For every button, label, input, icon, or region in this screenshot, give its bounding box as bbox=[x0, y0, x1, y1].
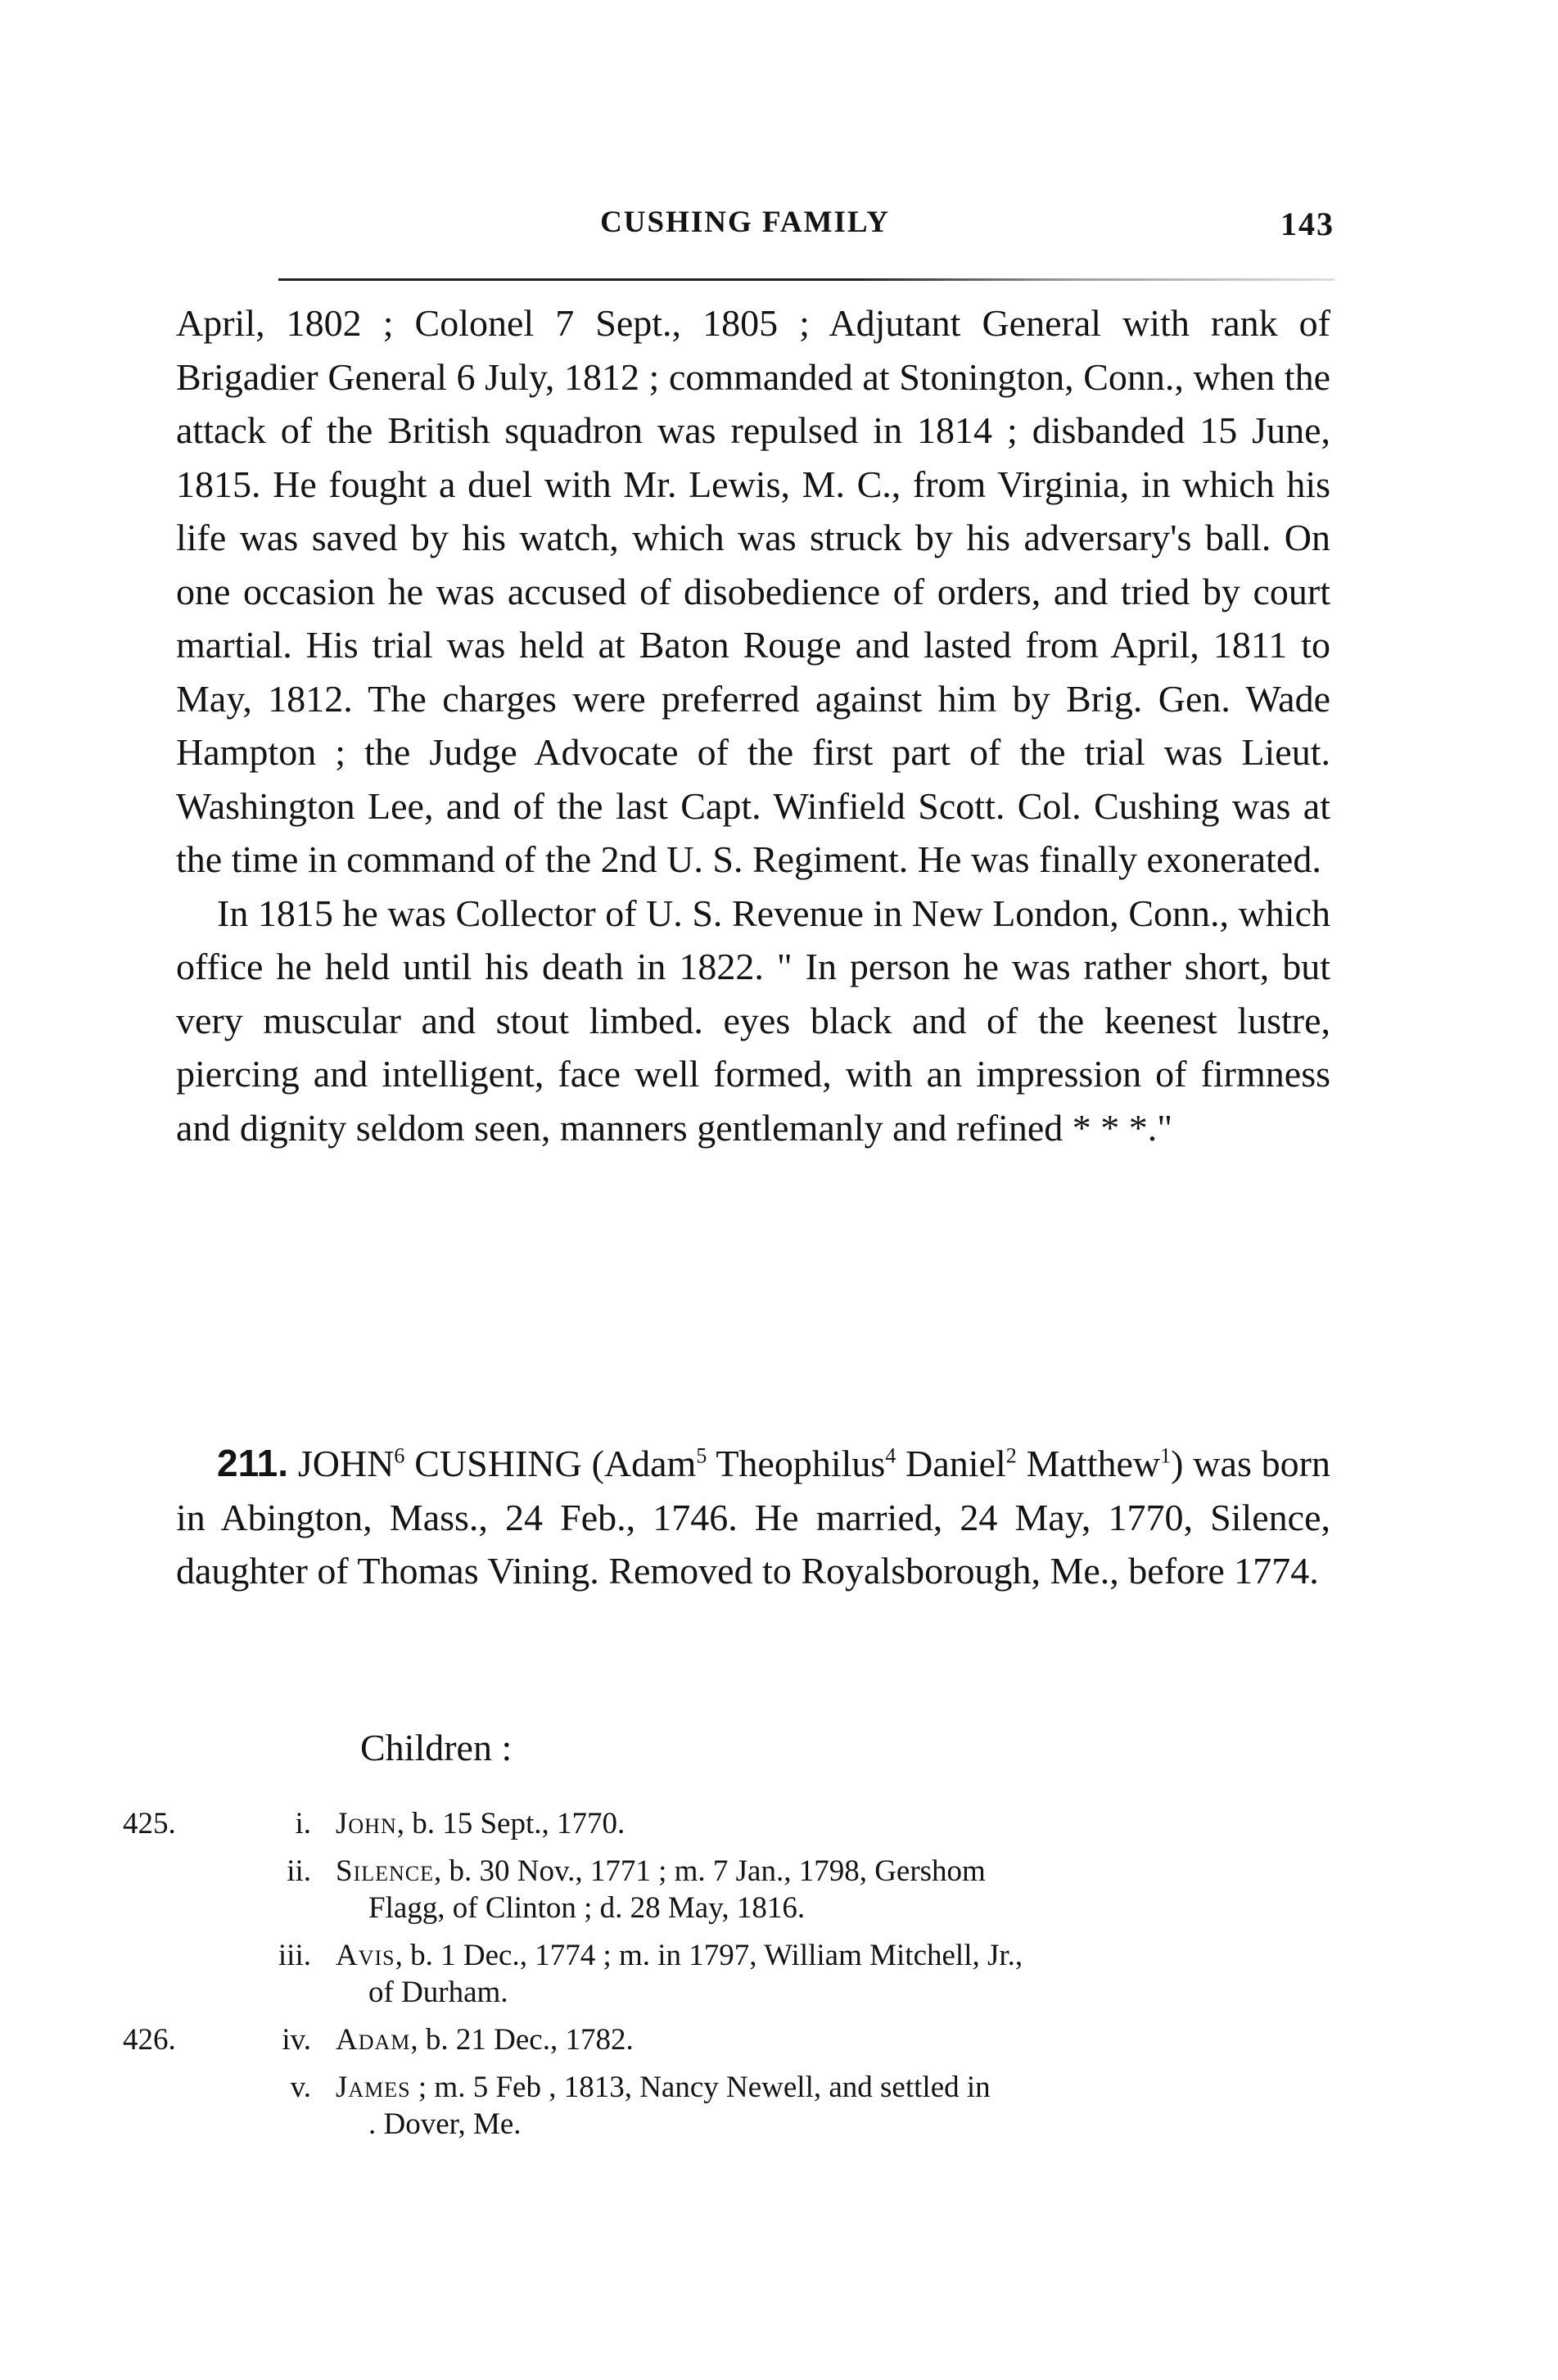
entry-number: 211. bbox=[217, 1442, 288, 1484]
child-details: , b. 15 Sept., 1770. bbox=[396, 1807, 625, 1840]
child-details-continued: Flagg, of Clinton ; d. 28 May, 1816. bbox=[368, 1891, 806, 1925]
child-name: Silence bbox=[336, 1854, 434, 1888]
child-item bbox=[123, 1853, 1334, 1926]
child-details: , b. 21 Dec., 1782. bbox=[410, 2023, 634, 2057]
child-numeral: iv. bbox=[282, 2023, 311, 2057]
children-heading: Children : bbox=[360, 1727, 513, 1768]
child-numeral: iii. bbox=[278, 1939, 311, 1972]
entry-name: JOHN bbox=[297, 1443, 395, 1484]
child-name: James bbox=[336, 2071, 411, 2104]
generation-number: 6 bbox=[394, 1443, 405, 1468]
ancestor-daniel: Daniel bbox=[905, 1443, 1006, 1484]
ancestor-adam: (Adam bbox=[591, 1443, 697, 1484]
paragraph-continued: April, 1802 ; Colonel 7 Sept., 1805 ; Adjutant General with rank of Brigadier General 6 July, 1812 ; commanded at Stonington, Conn., when the attack of the British squadron was repulsed in 1814 ; disbanded 15 June, 1815. He fought a duel with Mr. Lewis, M. C., from Virginia, in which his life was saved by his watch, which was struck by his adversary's ball. On one occasion he was accused of disobedience of orders, and tried by court martial. His trial was held at Baton Rouge and lasted from April, 1811 to May, 1812. The charges were preferred against him by Brig. Gen. Wade Hampton ; the Judge Advocate of the first part of the trial was Lieut. Washington Lee, and of the last Capt. Winfield Scott. Col. Cushing was at the time in command of the 2nd U. S. Regiment. He was finally exonerated. bbox=[176, 302, 1330, 880]
ancestor-theophilus: Theophilus bbox=[716, 1443, 886, 1484]
running-title: CUSHING FAMILY bbox=[600, 205, 890, 239]
child-details: ; m. 5 Feb , 1813, Nancy Newell, and settled in bbox=[410, 2071, 991, 2104]
entry-surname: CUSHING bbox=[414, 1443, 582, 1484]
child-details-continued: of Durham. bbox=[368, 1976, 508, 2009]
child-item bbox=[123, 1805, 1334, 1842]
genealogy-entry-211 bbox=[176, 1437, 1330, 1598]
ancestor-theophilus-gen: 4 bbox=[885, 1443, 896, 1468]
child-ref: 426. bbox=[123, 2023, 176, 2057]
biography-text bbox=[176, 296, 1330, 1154]
paragraph-collector: In 1815 he was Collector of U. S. Revenue in New London, Conn., which office he held until his death in 1822. " In person he was rather short, but very muscular and stout limbed. eyes black and of the keenest lustre, piercing and intelligent, face well formed, with an impression of firmness and dignity seldom seen, manners gentlemanly and refined * * *." bbox=[176, 892, 1330, 1149]
ancestor-matthew-gen: 1 bbox=[1160, 1443, 1172, 1468]
child-name: Avis bbox=[336, 1939, 395, 1972]
entry-text: ) was born in Abington, Mass., 24 Feb., 1746. He married, 24 May, 1770, Silence, daughter of Thomas Vining. Removed to Royalsborough, Me., before 1774. bbox=[176, 1443, 1330, 1592]
child-details: , b. 1 Dec., 1774 ; m. in 1797, William Mitchell, Jr., bbox=[395, 1939, 1023, 1972]
child-numeral: ii. bbox=[287, 1854, 311, 1888]
child-item bbox=[123, 2069, 1334, 2143]
children-list bbox=[123, 1805, 1334, 2153]
ancestor-adam-gen: 5 bbox=[696, 1443, 707, 1468]
page-number: 143 bbox=[1280, 205, 1334, 242]
child-name: Adam bbox=[336, 2023, 411, 2057]
child-item bbox=[123, 1937, 1334, 2011]
child-item bbox=[123, 2021, 1334, 2058]
running-head bbox=[156, 205, 1334, 254]
child-numeral: i. bbox=[295, 1807, 311, 1840]
child-name: John bbox=[336, 1807, 397, 1840]
header-rule bbox=[278, 278, 1334, 281]
child-details: , b. 30 Nov., 1771 ; m. 7 Jan., 1798, Gershom bbox=[434, 1854, 986, 1888]
ancestor-daniel-gen: 2 bbox=[1005, 1443, 1017, 1468]
child-details-continued: . Dover, Me. bbox=[368, 2107, 522, 2141]
child-numeral: v. bbox=[290, 2071, 311, 2104]
child-ref: 425. bbox=[123, 1807, 176, 1840]
ancestor-matthew: Matthew bbox=[1026, 1443, 1161, 1484]
